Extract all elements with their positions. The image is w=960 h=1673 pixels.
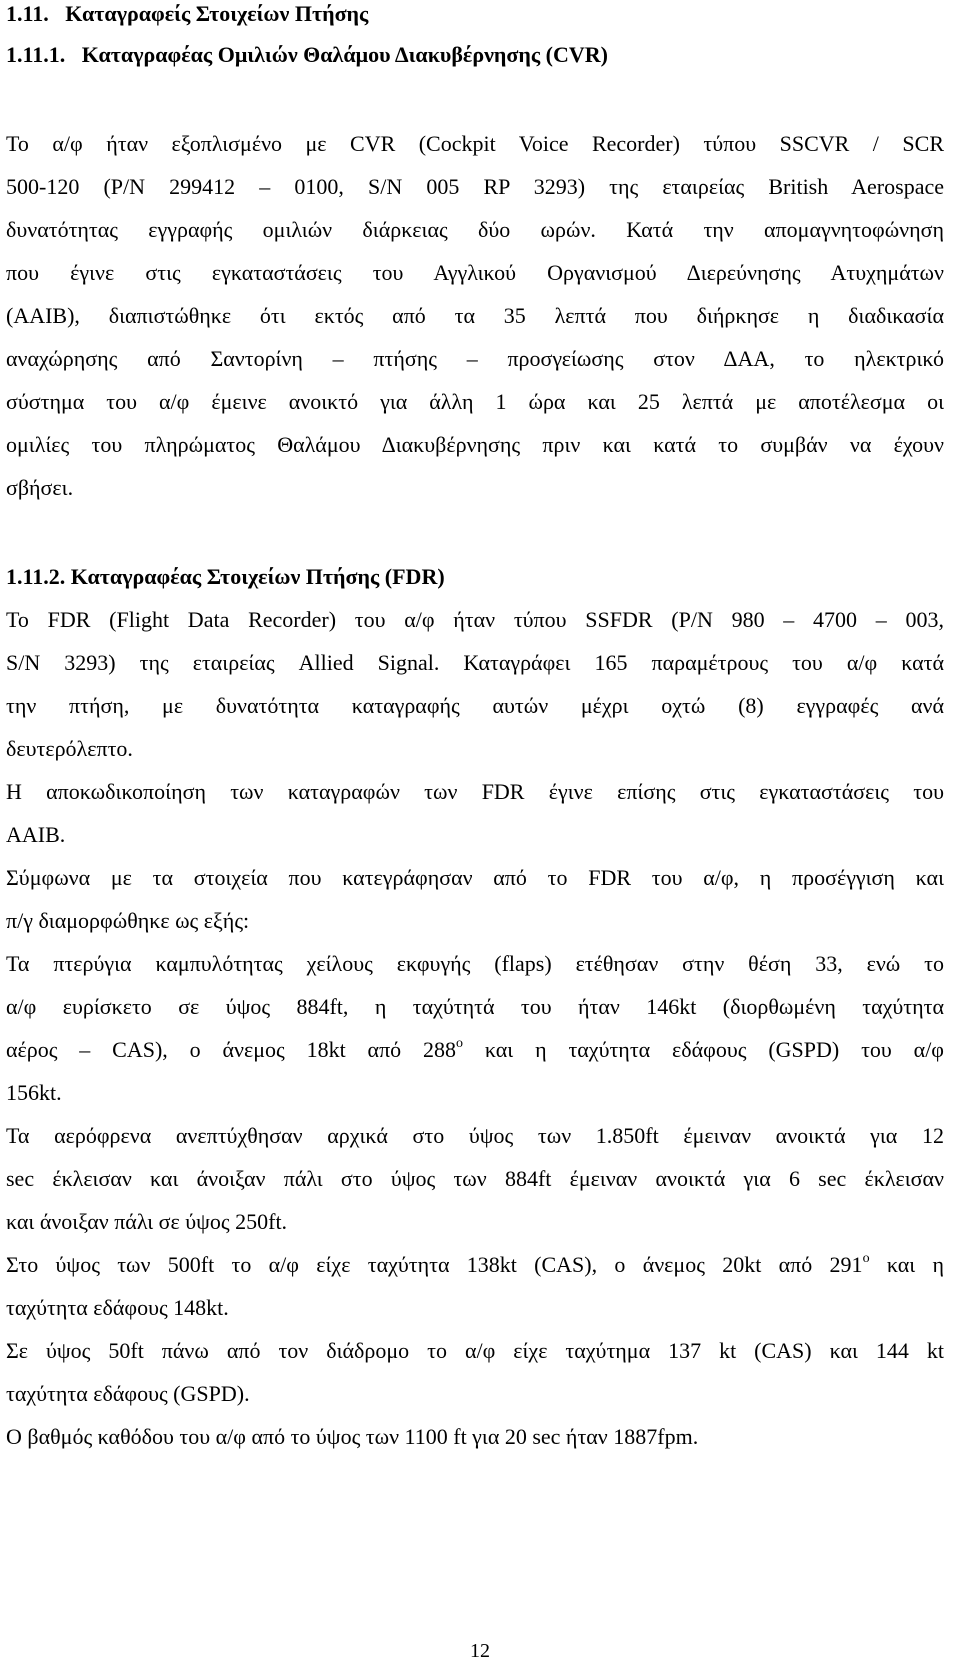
paragraph-line-with-degree	[6, 1251, 944, 1279]
paragraph-line: π/γ διαμορφώθηκε ως εξής:	[6, 908, 250, 933]
paragraph-line: sec έκλεισαν και άνοιξαν πάλι στο ύψος των 884ft έμειναν ανοικτά για 6 sec έκλεισαν	[6, 1166, 944, 1191]
paragraph-line: σύστημα του α/φ έμεινε ανοικτό για άλλη 1 ώρα και 25 λεπτά με αποτέλεσμα οι	[6, 389, 944, 414]
paragraph-line: α/φ ευρίσκετο σε ύψος 884ft, η ταχύτητά του ήταν 146kt (διορθωμένη ταχύτητα	[6, 994, 944, 1019]
section-title: Καταγραφείς Στοιχείων Πτήσης	[65, 1, 369, 26]
page-number: 12	[470, 1640, 490, 1662]
paragraph-line: Ο βαθμός καθόδου του α/φ από το ύψος των 1100 ft για 20 sec ήταν 1887fpm.	[6, 1424, 699, 1449]
paragraph-line: την πτήση, με δυνατότητα καταγραφής αυτών μέχρι οχτώ (8) εγγραφές ανά	[6, 693, 944, 718]
line-segment: και η ταχύτητα εδάφους (GSPD) του α/φ	[484, 1037, 945, 1062]
paragraph-line: Σε ύψος 50ft πάνω από τον διάδρομο το α/φ είχε ταχύτημα 137 kt (CAS) και 144 kt	[6, 1338, 944, 1363]
paragraph-line: Το FDR (Flight Data Recorder) του α/φ ήταν τύπου SSFDR (P/N 980 – 4700 – 003,	[6, 607, 944, 632]
paragraph-line: Σύμφωνα με τα στοιχεία που κατεγράφησαν από το FDR του α/φ, η προσέγγιση και	[6, 865, 944, 890]
paragraph-line: S/N 3293) της εταιρείας Allied Signal. Καταγράφει 165 παραμέτρους του α/φ κατά	[6, 650, 944, 675]
paragraph-line: ομιλίες του πληρώματος Θαλάμου Διακυβέρνησης πριν και κατά το συμβάν να έχουν	[6, 432, 944, 457]
line-segment: αέρος – CAS), ο άνεμος 18kt από 288	[6, 1037, 457, 1062]
subsection-title: Καταγραφέας Στοιχείων Πτήσης (FDR)	[70, 564, 445, 589]
paragraph-line: Η αποκωδικοποίηση των καταγραφών των FDR έγινε επίσης στις εγκαταστάσεις του	[6, 779, 944, 804]
paragraph-line: Τα αερόφρενα ανεπτύχθησαν αρχικά στο ύψος των 1.850ft έμειναν ανοικτά για 12	[6, 1123, 944, 1148]
degree-mark: ο	[456, 1035, 464, 1051]
paragraph-line: ταχύτητα εδάφους 148kt.	[6, 1295, 229, 1320]
subsection-number: 1.11.1.	[6, 42, 66, 67]
paragraph-line: 156kt.	[6, 1080, 62, 1105]
paragraph-line-with-degree	[6, 1036, 944, 1064]
subsection-heading-fdr	[6, 563, 445, 591]
subsection-title: Καταγραφέας Ομιλιών Θαλάμου Διακυβέρνησης (CVR)	[81, 42, 608, 67]
subsection-heading-cvr	[6, 41, 608, 69]
paragraph-line: Το α/φ ήταν εξοπλισμένο με CVR (Cockpit Voice Recorder) τύπου SSCVR / SCR	[6, 131, 944, 156]
paragraph-line: (AAIB), διαπιστώθηκε ότι εκτός από τα 35 λεπτά που διήρκησε η διαδικασία	[6, 303, 944, 328]
line-segment: και η	[886, 1252, 944, 1277]
paragraph-line: και άνοιξαν πάλι σε ύψος 250ft.	[6, 1209, 288, 1234]
paragraph-line: ταχύτητα εδάφους (GSPD).	[6, 1381, 250, 1406]
subsection-number: 1.11.2.	[6, 564, 66, 589]
paragraph-line: αναχώρησης από Σαντορίνη – πτήσης – προσγείωσης στον ΔΑΑ, το ηλεκτρικό	[6, 346, 944, 371]
degree-mark: ο	[862, 1250, 870, 1266]
line-segment: Στο ύψος των 500ft το α/φ είχε ταχύτητα 138kt (CAS), ο άνεμος 20kt από 291	[6, 1252, 863, 1277]
paragraph-line: δευτερόλεπτο.	[6, 736, 133, 761]
section-heading	[6, 0, 368, 28]
paragraph-line: AAIB.	[6, 822, 66, 847]
paragraph-line: που έγινε στις εγκαταστάσεις του Αγγλικού Οργανισμού Διερεύνησης Ατυχημάτων	[6, 260, 944, 285]
section-number: 1.11.	[6, 1, 49, 26]
paragraph-line: σβήσει.	[6, 475, 74, 500]
paragraph-line: Τα πτερύγια καμπυλότητας χείλους εκφυγής (flaps) ετέθησαν στην θέση 33, ενώ το	[6, 951, 944, 976]
paragraph-line: 500-120 (P/N 299412 – 0100, S/N 005 RP 3293) της εταιρείας British Aerospace	[6, 174, 944, 199]
paragraph-line: δυνατότητας εγγραφής ομιλιών διάρκειας δύο ωρών. Κατά την απομαγνητοφώνηση	[6, 217, 944, 242]
